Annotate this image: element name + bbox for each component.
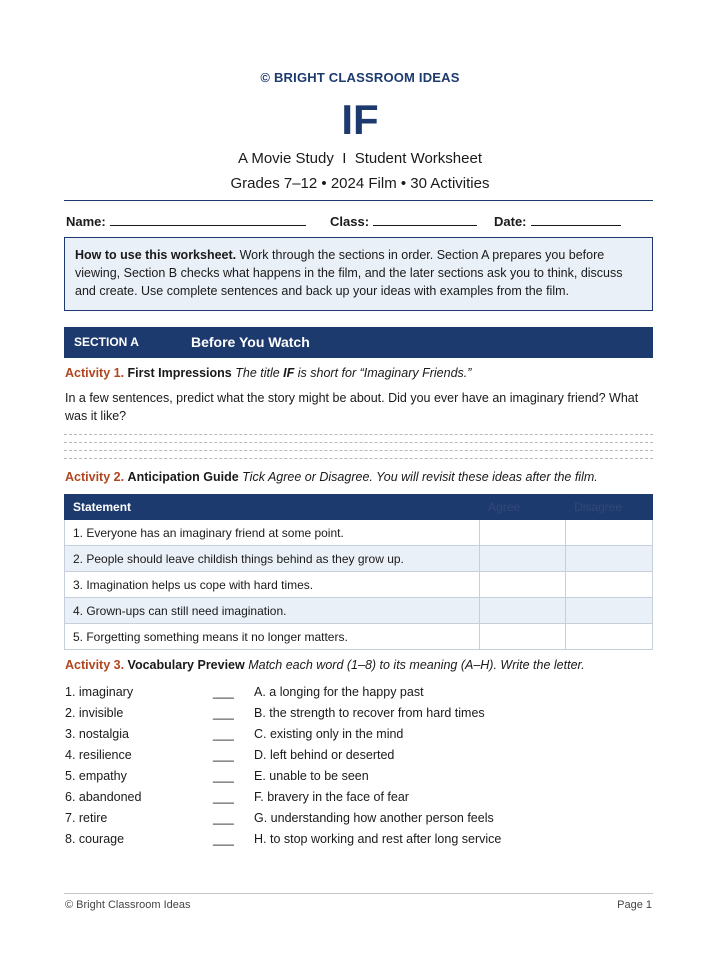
date-label: Date: (494, 214, 527, 229)
page-number: Page 1 (617, 899, 652, 911)
table-row (65, 520, 653, 546)
table-row (65, 598, 653, 624)
table-header-row (65, 495, 653, 520)
section-name: Before You Watch (191, 334, 310, 350)
date-field[interactable] (494, 214, 621, 229)
activity-1-instruction-post: is short for “Imaginary Friends.” (294, 366, 472, 380)
vocab-meaning: E. unable to be seen (254, 769, 369, 783)
vocab-word: 2. invisible (65, 706, 124, 720)
answer-blank[interactable]: ___ (213, 769, 234, 783)
answer-blank[interactable]: ___ (213, 748, 234, 762)
vocab-row (65, 685, 655, 705)
answer-line[interactable] (64, 434, 653, 435)
vocab-row (65, 748, 655, 768)
vocab-meaning: F. bravery in the face of fear (254, 790, 409, 804)
column-header-agree: Agree (480, 495, 566, 520)
vocab-word: 5. empathy (65, 769, 127, 783)
column-header-disagree: Disagree (566, 495, 653, 520)
activity-3-number: Activity 3. (65, 658, 125, 672)
answer-line[interactable] (64, 458, 653, 459)
vocab-meaning: G. understanding how another person feels (254, 811, 494, 825)
header-divider (64, 200, 653, 201)
activity-2-number: Activity 2. (65, 470, 125, 484)
activity-2-heading (65, 470, 598, 484)
vocab-row (65, 832, 655, 852)
activity-3-heading (65, 658, 585, 672)
student-info-row (66, 214, 654, 234)
vocab-word: 3. nostalgia (65, 727, 129, 741)
section-a-bar (64, 327, 653, 358)
disagree-cell[interactable] (566, 520, 653, 546)
vocab-meaning: B. the strength to recover from hard times (254, 706, 485, 720)
vocab-word: 7. retire (65, 811, 108, 825)
disagree-cell[interactable] (566, 572, 653, 598)
activity-1-instruction-pre: The title (235, 366, 284, 380)
brand-line: © BRIGHT CLASSROOM IDEAS (260, 70, 460, 85)
vocab-word: 8. courage (65, 832, 125, 846)
class-field[interactable] (330, 214, 477, 229)
activity-3-instruction: Match each word (1–8) to its meaning (A–H). Write the letter. (248, 658, 585, 672)
activity-2-title: Anticipation Guide (127, 470, 239, 484)
vocab-meaning: C. existing only in the mind (254, 727, 404, 741)
class-line[interactable] (373, 214, 477, 226)
answer-blank[interactable]: ___ (213, 811, 234, 825)
vocab-word: 4. resilience (65, 748, 132, 762)
statement-cell: 3. Imagination helps us cope with hard times. (65, 572, 480, 598)
answer-line[interactable] (64, 442, 653, 443)
vocab-row (65, 769, 655, 789)
section-code: SECTION A (74, 335, 139, 349)
vocab-word: 1. imaginary (65, 685, 134, 699)
activity-1-prompt: In a few sentences, predict what the story might be about. Did you ever have an imaginary friend? What was it like? (65, 391, 639, 423)
answer-blank[interactable]: ___ (213, 832, 234, 846)
instructions-box (64, 237, 653, 311)
name-line[interactable] (110, 214, 306, 226)
activity-1-title: First Impressions (127, 366, 232, 380)
statement-cell: 5. Forgetting something means it no longer matters. (65, 624, 480, 650)
statement-cell: 4. Grown-ups can still need imagination. (65, 598, 480, 624)
name-label: Name: (66, 214, 106, 229)
vocab-row (65, 727, 655, 747)
name-field[interactable] (66, 214, 306, 229)
footer-divider (64, 893, 653, 894)
vocab-word: 6. abandoned (65, 790, 142, 804)
table-row (65, 572, 653, 598)
table-row (65, 546, 653, 572)
activity-3-title: Vocabulary Preview (127, 658, 245, 672)
answer-blank[interactable]: ___ (213, 685, 234, 699)
instructions-text: Work through the sections in order. Section A prepares you before viewing, Section B checks what happens in the film, and the later sections ask you to think, discuss and create. Use complete sentences and back up your ideas with examples from the film. (75, 248, 623, 298)
agree-cell[interactable] (480, 624, 566, 650)
statement-cell: 1. Everyone has an imaginary friend at some point. (65, 520, 480, 546)
answer-blank[interactable]: ___ (213, 706, 234, 720)
agree-cell[interactable] (480, 546, 566, 572)
agree-cell[interactable] (480, 520, 566, 546)
disagree-cell[interactable] (566, 624, 653, 650)
disagree-cell[interactable] (566, 598, 653, 624)
activity-1-instruction-bold: IF (283, 366, 295, 380)
statement-cell: 2. People should leave childish things behind as they grow up. (65, 546, 480, 572)
vocab-row (65, 706, 655, 726)
agree-cell[interactable] (480, 598, 566, 624)
grade-meta: Grades 7–12 • 2024 Film • 30 Activities (230, 175, 490, 192)
table-row (65, 624, 653, 650)
vocab-meaning: H. to stop working and rest after long service (254, 832, 502, 846)
page-title: IF (341, 96, 379, 143)
activity-1-number: Activity 1. (65, 366, 125, 380)
answer-line[interactable] (64, 450, 653, 451)
vocab-meaning: D. left behind or deserted (254, 748, 395, 762)
subtitle: A Movie Study I Student Worksheet (237, 150, 482, 167)
vocab-row (65, 811, 655, 831)
anticipation-guide-table (64, 494, 653, 650)
class-label: Class: (330, 214, 370, 229)
disagree-cell[interactable] (566, 546, 653, 572)
agree-cell[interactable] (480, 572, 566, 598)
date-line[interactable] (531, 214, 621, 226)
vocab-row (65, 790, 655, 810)
answer-blank[interactable]: ___ (213, 727, 234, 741)
vocab-meaning: A. a longing for the happy past (254, 685, 424, 699)
column-header-statement: Statement (65, 495, 480, 520)
activity-1-heading (65, 366, 471, 380)
answer-blank[interactable]: ___ (213, 790, 234, 804)
activity-2-instruction: Tick Agree or Disagree. You will revisit these ideas after the film. (242, 470, 598, 484)
footer-copyright: © Bright Classroom Ideas (65, 899, 191, 911)
activity-1-instruction (235, 366, 471, 380)
instructions-heading: How to use this worksheet. (75, 248, 237, 262)
